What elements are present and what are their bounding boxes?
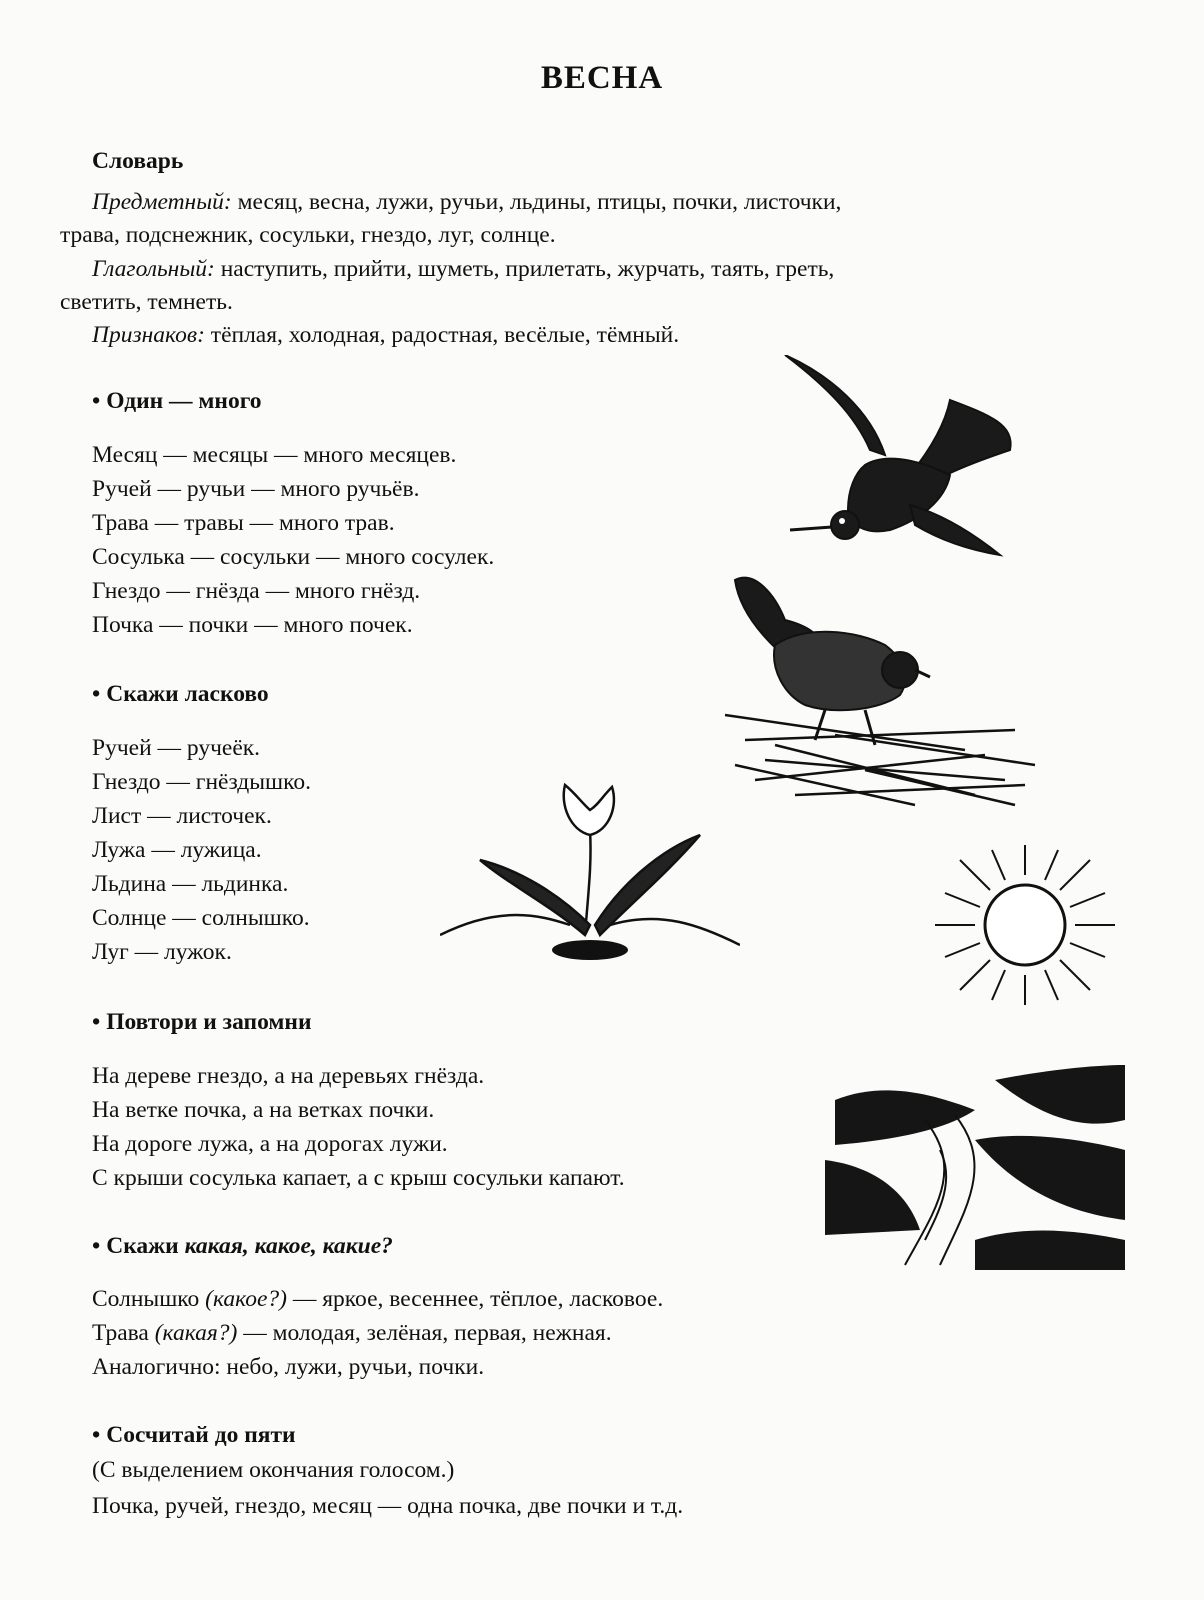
affectionate-line: Луг — лужок.	[92, 939, 232, 965]
count-note: (С выделением окончания голосом.)	[92, 1457, 455, 1483]
subject-words-2: трава, подснежник, сосульки, гнездо, луг, солнце.	[60, 222, 556, 248]
one-many-line: Трава — травы — много трав.	[92, 510, 395, 536]
subject-label: Предметный:	[92, 189, 232, 215]
verb-words-2: светить, темнеть.	[60, 289, 233, 315]
one-many-line: Почка — почки — много почек.	[92, 612, 413, 638]
count-heading: • Сосчитай до пяти	[92, 1420, 296, 1450]
attr-label: Признаков:	[92, 322, 205, 348]
which-answer: — молодая, зелёная, первая, нежная.	[243, 1320, 612, 1346]
verb-label: Глагольный:	[92, 256, 215, 282]
affectionate-heading: • Скажи ласково	[92, 679, 269, 709]
attr-words: тёплая, холодная, радостная, весёлые, тёмный.	[210, 322, 680, 348]
vocabulary-verb-line1	[92, 254, 834, 284]
which-line-2	[92, 1318, 612, 1348]
count-line: Почка, ручей, гнездо, месяц — одна почка, две почки и т.д.	[92, 1493, 684, 1519]
subject-words-1: месяц, весна, лужи, ручьи, льдины, птицы, почки, листочки,	[237, 189, 842, 215]
affectionate-line: Льдина — льдинка.	[92, 871, 289, 897]
snowdrop-flower-icon	[440, 775, 740, 985]
verb-words-1: наступить, прийти, шуметь, прилетать, журчать, таять, греть,	[220, 256, 835, 282]
repeat-heading: • Повтори и запомни	[92, 1007, 311, 1037]
repeat-line: На дороге лужа, а на дорогах лужи.	[92, 1131, 448, 1157]
bird-on-nest-icon	[715, 565, 1040, 825]
one-many-line: Гнездо — гнёзда — много гнёзд.	[92, 578, 421, 604]
which-word: Солнышко	[92, 1286, 200, 1312]
which-word: Трава	[92, 1320, 149, 1346]
vocabulary-subject-line1	[92, 187, 841, 217]
affectionate-line: Ручей — ручеёк.	[92, 735, 261, 761]
affectionate-line: Лужа — лужица.	[92, 837, 262, 863]
repeat-line: С крыши сосулька капает, а с крыш сосульки капают.	[92, 1165, 625, 1191]
affectionate-line: Солнце — солнышко.	[92, 905, 310, 931]
one-many-heading: • Один — много	[92, 386, 262, 416]
which-answer: — яркое, весеннее, тёплое, ласковое.	[292, 1286, 664, 1312]
bird-flying-icon	[770, 355, 1035, 575]
one-many-line: Сосулька — сосульки — много сосулек.	[92, 544, 495, 570]
which-line-3: Аналогично: небо, лужи, ручьи, почки.	[92, 1354, 485, 1380]
repeat-line: На дереве гнездо, а на деревьях гнёзда.	[92, 1063, 485, 1089]
one-many-line: Ручей — ручьи — много ручьёв.	[92, 476, 420, 502]
page-title: ВЕСНА	[540, 60, 664, 96]
one-many-line: Месяц — месяцы — много месяцев.	[92, 442, 457, 468]
vocabulary-heading: Словарь	[92, 148, 184, 174]
which-heading	[92, 1231, 393, 1261]
vocabulary-attr-line	[92, 320, 679, 350]
sun-icon	[930, 845, 1120, 1005]
which-question: (какая?)	[154, 1320, 238, 1346]
which-line-1	[92, 1284, 663, 1314]
which-question: (какое?)	[205, 1286, 287, 1312]
repeat-line: На ветке почка, а на ветках почки.	[92, 1097, 435, 1123]
affectionate-line: Лист — листочек.	[92, 803, 272, 829]
which-heading-italic: какая, какое, какие?	[184, 1233, 393, 1259]
which-heading-bold: Скажи	[106, 1233, 179, 1259]
stream-landscape-icon	[825, 1060, 1125, 1270]
affectionate-line: Гнездо — гнёздышко.	[92, 769, 311, 795]
